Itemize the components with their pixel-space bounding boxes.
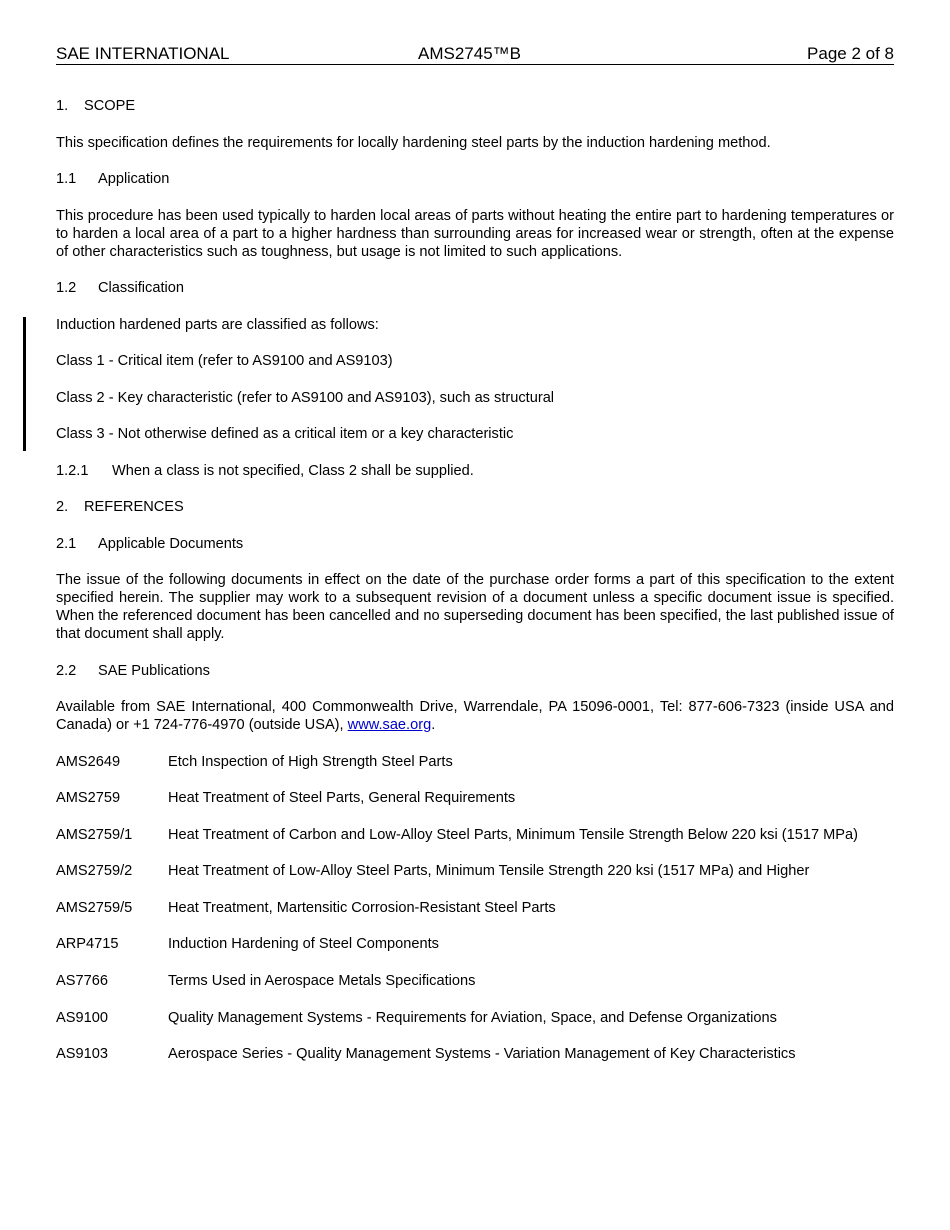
- section-title: SCOPE: [84, 98, 136, 114]
- sae-website-link[interactable]: www.sae.org: [347, 717, 432, 733]
- section-title: Classification: [98, 280, 184, 296]
- reference-title: Heat Treatment of Steel Parts, General Requirements: [168, 790, 516, 807]
- section-heading-classification: [56, 279, 894, 297]
- header-document-number: AMS2745™B: [418, 44, 521, 63]
- reference-row: [56, 1045, 894, 1063]
- sae-publications-paragraph: [56, 698, 894, 734]
- applicable-documents-paragraph: The issue of the following documents in effect on the date of the purchase order forms a part of this specification to the extent specified herein. The supplier may work to a subsequent revision of a document unless a specific document issue is specified. When the referenced document has been cancelled and no superseding document has been specified, the last published issue of that document shall apply.: [56, 572, 894, 642]
- reference-row: [56, 862, 894, 880]
- classification-intro: Induction hardened parts are classified as follows:: [56, 316, 379, 333]
- document-body: [56, 97, 894, 1082]
- section-number: 1.: [56, 98, 69, 114]
- reference-title: Etch Inspection of High Strength Steel Parts: [168, 753, 453, 770]
- references-list: [56, 753, 894, 1064]
- section-number: 2.2: [56, 662, 77, 679]
- reference-row: [56, 972, 894, 990]
- reference-title: Heat Treatment of Low-Alloy Steel Parts, Minimum Tensile Strength 220 ksi (1517 MPa) and Higher: [168, 863, 810, 880]
- header-organization: SAE INTERNATIONAL: [56, 44, 230, 63]
- reference-title: Induction Hardening of Steel Components: [168, 936, 439, 953]
- application-paragraph: This procedure has been used typically to harden local areas of parts without heating the entire part to hardening temperatures or to harden a local area of a part to a higher hardness than surrounding areas for increased wear or strength, often at the expense of other characteristics such as toughness, but usage is not limited to such applications.: [56, 207, 894, 260]
- reference-row: [56, 899, 894, 917]
- reference-title: Terms Used in Aerospace Metals Specifications: [168, 973, 476, 990]
- header-page-number: Page 2 of 8: [807, 44, 894, 63]
- reference-row: [56, 826, 894, 844]
- reference-code: AMS2759/2: [56, 863, 133, 880]
- section-heading-references: [56, 498, 894, 516]
- section-heading-applicable-documents: [56, 535, 894, 553]
- reference-code: AMS2649: [56, 753, 121, 770]
- reference-row: [56, 753, 894, 771]
- section-number: 1.2: [56, 280, 77, 296]
- section-number: 1.2.1: [56, 462, 89, 479]
- reference-title: Aerospace Series - Quality Management Systems - Variation Management of Key Characteristics: [168, 1046, 796, 1063]
- class-item: Class 2 - Key characteristic (refer to AS9100 and AS9103), such as structural: [56, 389, 555, 406]
- reference-title: Quality Management Systems - Requirements for Aviation, Space, and Defense Organizations: [168, 1009, 777, 1026]
- section-title: Applicable Documents: [98, 535, 244, 552]
- availability-text: Available from SAE International, 400 Commonwealth Drive, Warrendale, PA 15096-0001, Tel: 877-606-7323 (inside USA and Canada) or +1 724-776-4970 (outside USA),: [56, 699, 894, 733]
- section-heading-scope: [56, 97, 894, 115]
- class-item: Class 3 - Not otherwise defined as a critical item or a key characteristic: [56, 426, 514, 442]
- availability-text-end: .: [431, 717, 436, 733]
- section-title: SAE Publications: [98, 662, 210, 679]
- revision-change-bar: [23, 317, 26, 451]
- section-heading-sae-publications: [56, 662, 894, 680]
- reference-code: AS9103: [56, 1046, 108, 1063]
- scope-paragraph: This specification defines the requirements for locally hardening steel parts by the induction hardening method.: [56, 134, 771, 151]
- reference-code: AS9100: [56, 1009, 108, 1026]
- section-number: 2.: [56, 499, 69, 515]
- section-title: REFERENCES: [84, 499, 184, 515]
- reference-row: [56, 1009, 894, 1027]
- classification-default-note: [56, 462, 894, 480]
- note-text: When a class is not specified, Class 2 shall be supplied.: [112, 462, 474, 479]
- section-title: Application: [98, 171, 170, 187]
- reference-title: Heat Treatment, Martensitic Corrosion-Resistant Steel Parts: [168, 899, 556, 916]
- reference-code: AMS2759/1: [56, 826, 133, 843]
- section-number: 2.1: [56, 535, 77, 552]
- page-header: [56, 44, 894, 65]
- section-heading-application: [56, 170, 894, 188]
- reference-title: Heat Treatment of Carbon and Low-Alloy Steel Parts, Minimum Tensile Strength Below 220 ksi (1517 MPa): [168, 826, 859, 843]
- reference-code: ARP4715: [56, 936, 119, 953]
- reference-code: AMS2759/5: [56, 899, 133, 916]
- reference-code: AS7766: [56, 973, 108, 990]
- reference-row: [56, 935, 894, 953]
- reference-code: AMS2759: [56, 790, 121, 807]
- section-number: 1.1: [56, 171, 77, 187]
- reference-row: [56, 789, 894, 807]
- class-item: Class 1 - Critical item (refer to AS9100 and AS9103): [56, 353, 393, 369]
